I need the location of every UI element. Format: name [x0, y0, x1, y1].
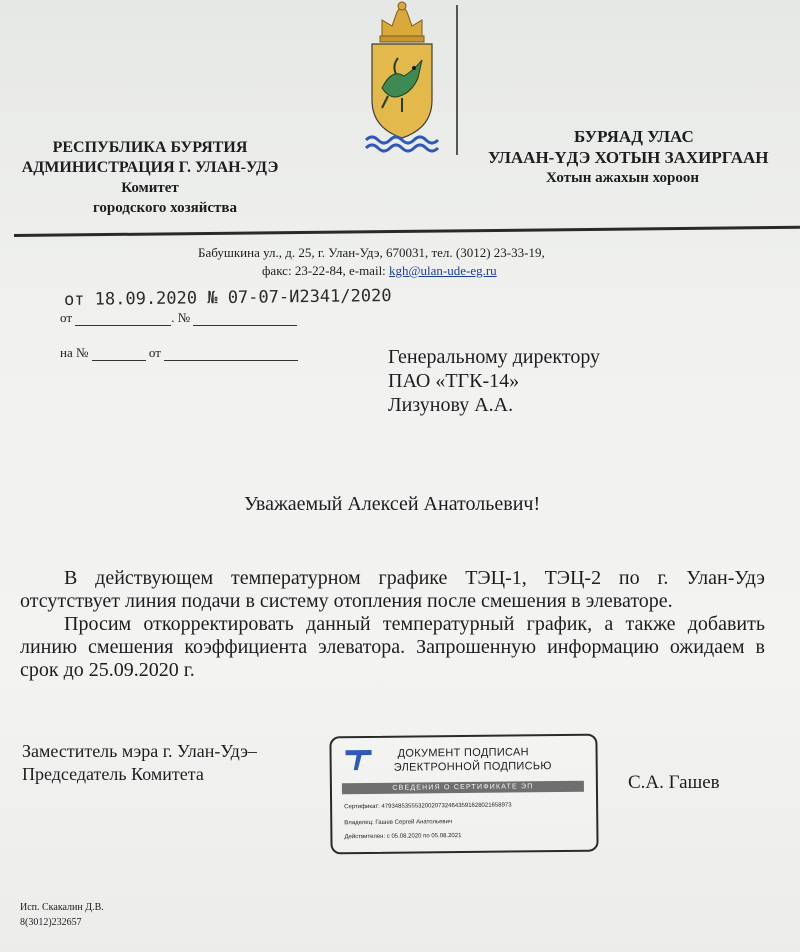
- no-blank: [193, 313, 297, 326]
- position-line-1: Заместитель мэра г. Улан-Удэ–: [22, 741, 257, 761]
- header-republic: РЕСПУБЛИКА БУРЯТИЯ: [52, 139, 248, 156]
- position-line-2: Председатель Комитета: [22, 764, 204, 784]
- outgoing-number-line: от . №: [60, 310, 297, 326]
- header-left-block: [0, 138, 300, 218]
- signature-logo-icon: [343, 746, 373, 772]
- addressee-company: ПАО «ТГК-14»: [388, 370, 520, 392]
- addressee-block: [388, 345, 600, 417]
- header-administration-buryat: УЛААН-ҮДЭ ХОТЫН ЗАХИРГААН: [488, 148, 769, 167]
- signatory-name: С.А. Гашев: [628, 772, 720, 793]
- esign-owner: Владелец: Гашев Сергей Анатольевич: [344, 819, 453, 827]
- salutation: Уважаемый Алексей Анатольевич!: [244, 493, 541, 515]
- esign-title-1: ДОКУМЕНТ ПОДПИСАН: [397, 746, 529, 760]
- incoming-number-line: [60, 345, 298, 361]
- esign-validity: Действителен: с 05.08.2020 по 05.08.2021: [344, 833, 462, 841]
- na-blank: [92, 348, 146, 361]
- email-link[interactable]: kgh@ulan-ude-eg.ru: [389, 263, 497, 278]
- esign-certificate: Сертификат: 479348535553200207324643591628021658973: [344, 802, 512, 811]
- no-label: №: [177, 310, 191, 325]
- address-block: [198, 244, 545, 280]
- addressee-position: Генеральному директору: [388, 346, 601, 368]
- header-committee-name: городского хозяйства: [92, 200, 238, 216]
- body-paragraph-1: В действующем температурном графике ТЭЦ-1, ТЭЦ-2 по г. Улан-Удэ отсутствует линия подачи в систему отопления после смешения в элеваторе.: [20, 567, 765, 612]
- header-rule: [14, 226, 800, 237]
- letter-body: [20, 567, 765, 682]
- header-administration: АДМИНИСТРАЦИЯ Г. УЛАН-УДЭ: [21, 159, 279, 176]
- executor-phone: 8(3012)232657: [20, 917, 82, 928]
- header-right-block: [488, 126, 800, 189]
- na-label: на №: [60, 345, 89, 360]
- executor-block: [20, 900, 104, 930]
- esign-band: СВЕДЕНИЯ О СЕРТИФИКАТЕ ЭП: [342, 781, 584, 795]
- header-committee: Комитет: [121, 180, 179, 196]
- address-contacts: [198, 262, 545, 280]
- header-committee-buryat: Хотын ажахын хороон: [546, 170, 700, 186]
- ot-label: от: [60, 310, 73, 325]
- ot-blank: [75, 313, 171, 326]
- executor-name: Исп. Скакалин Д.В.: [20, 902, 104, 913]
- header-republic-buryat: БУРЯАД УЛАС: [574, 127, 694, 146]
- esign-title-2: ЭЛЕКТРОННОЙ ПОДПИСЬЮ: [393, 760, 552, 774]
- fax-text: факс: 23-22-84, e-mail:: [262, 263, 390, 278]
- addressee-name: Лизунову А.А.: [388, 394, 514, 416]
- header-divider-line: [456, 5, 458, 155]
- signatory-position: [22, 740, 257, 786]
- electronic-signature-stamp: [329, 734, 598, 855]
- ulan-ude-emblem-icon: [352, 0, 452, 158]
- ot2-label: от: [148, 345, 161, 360]
- address-line: Бабушкина ул., д. 25, г. Улан-Удэ, 670031, тел. (3012) 23-33-19,: [198, 245, 545, 260]
- ot2-blank: [164, 348, 298, 361]
- body-paragraph-2: Просим откорректировать данный температурный график, а также добавить линию смешения коэффициента элеватора. Запрошенную информацию ожидаем в срок до 25.09.2020 г.: [20, 613, 765, 681]
- registration-stamp: от 18.09.2020 № 07-07-И2341/2020: [63, 286, 392, 310]
